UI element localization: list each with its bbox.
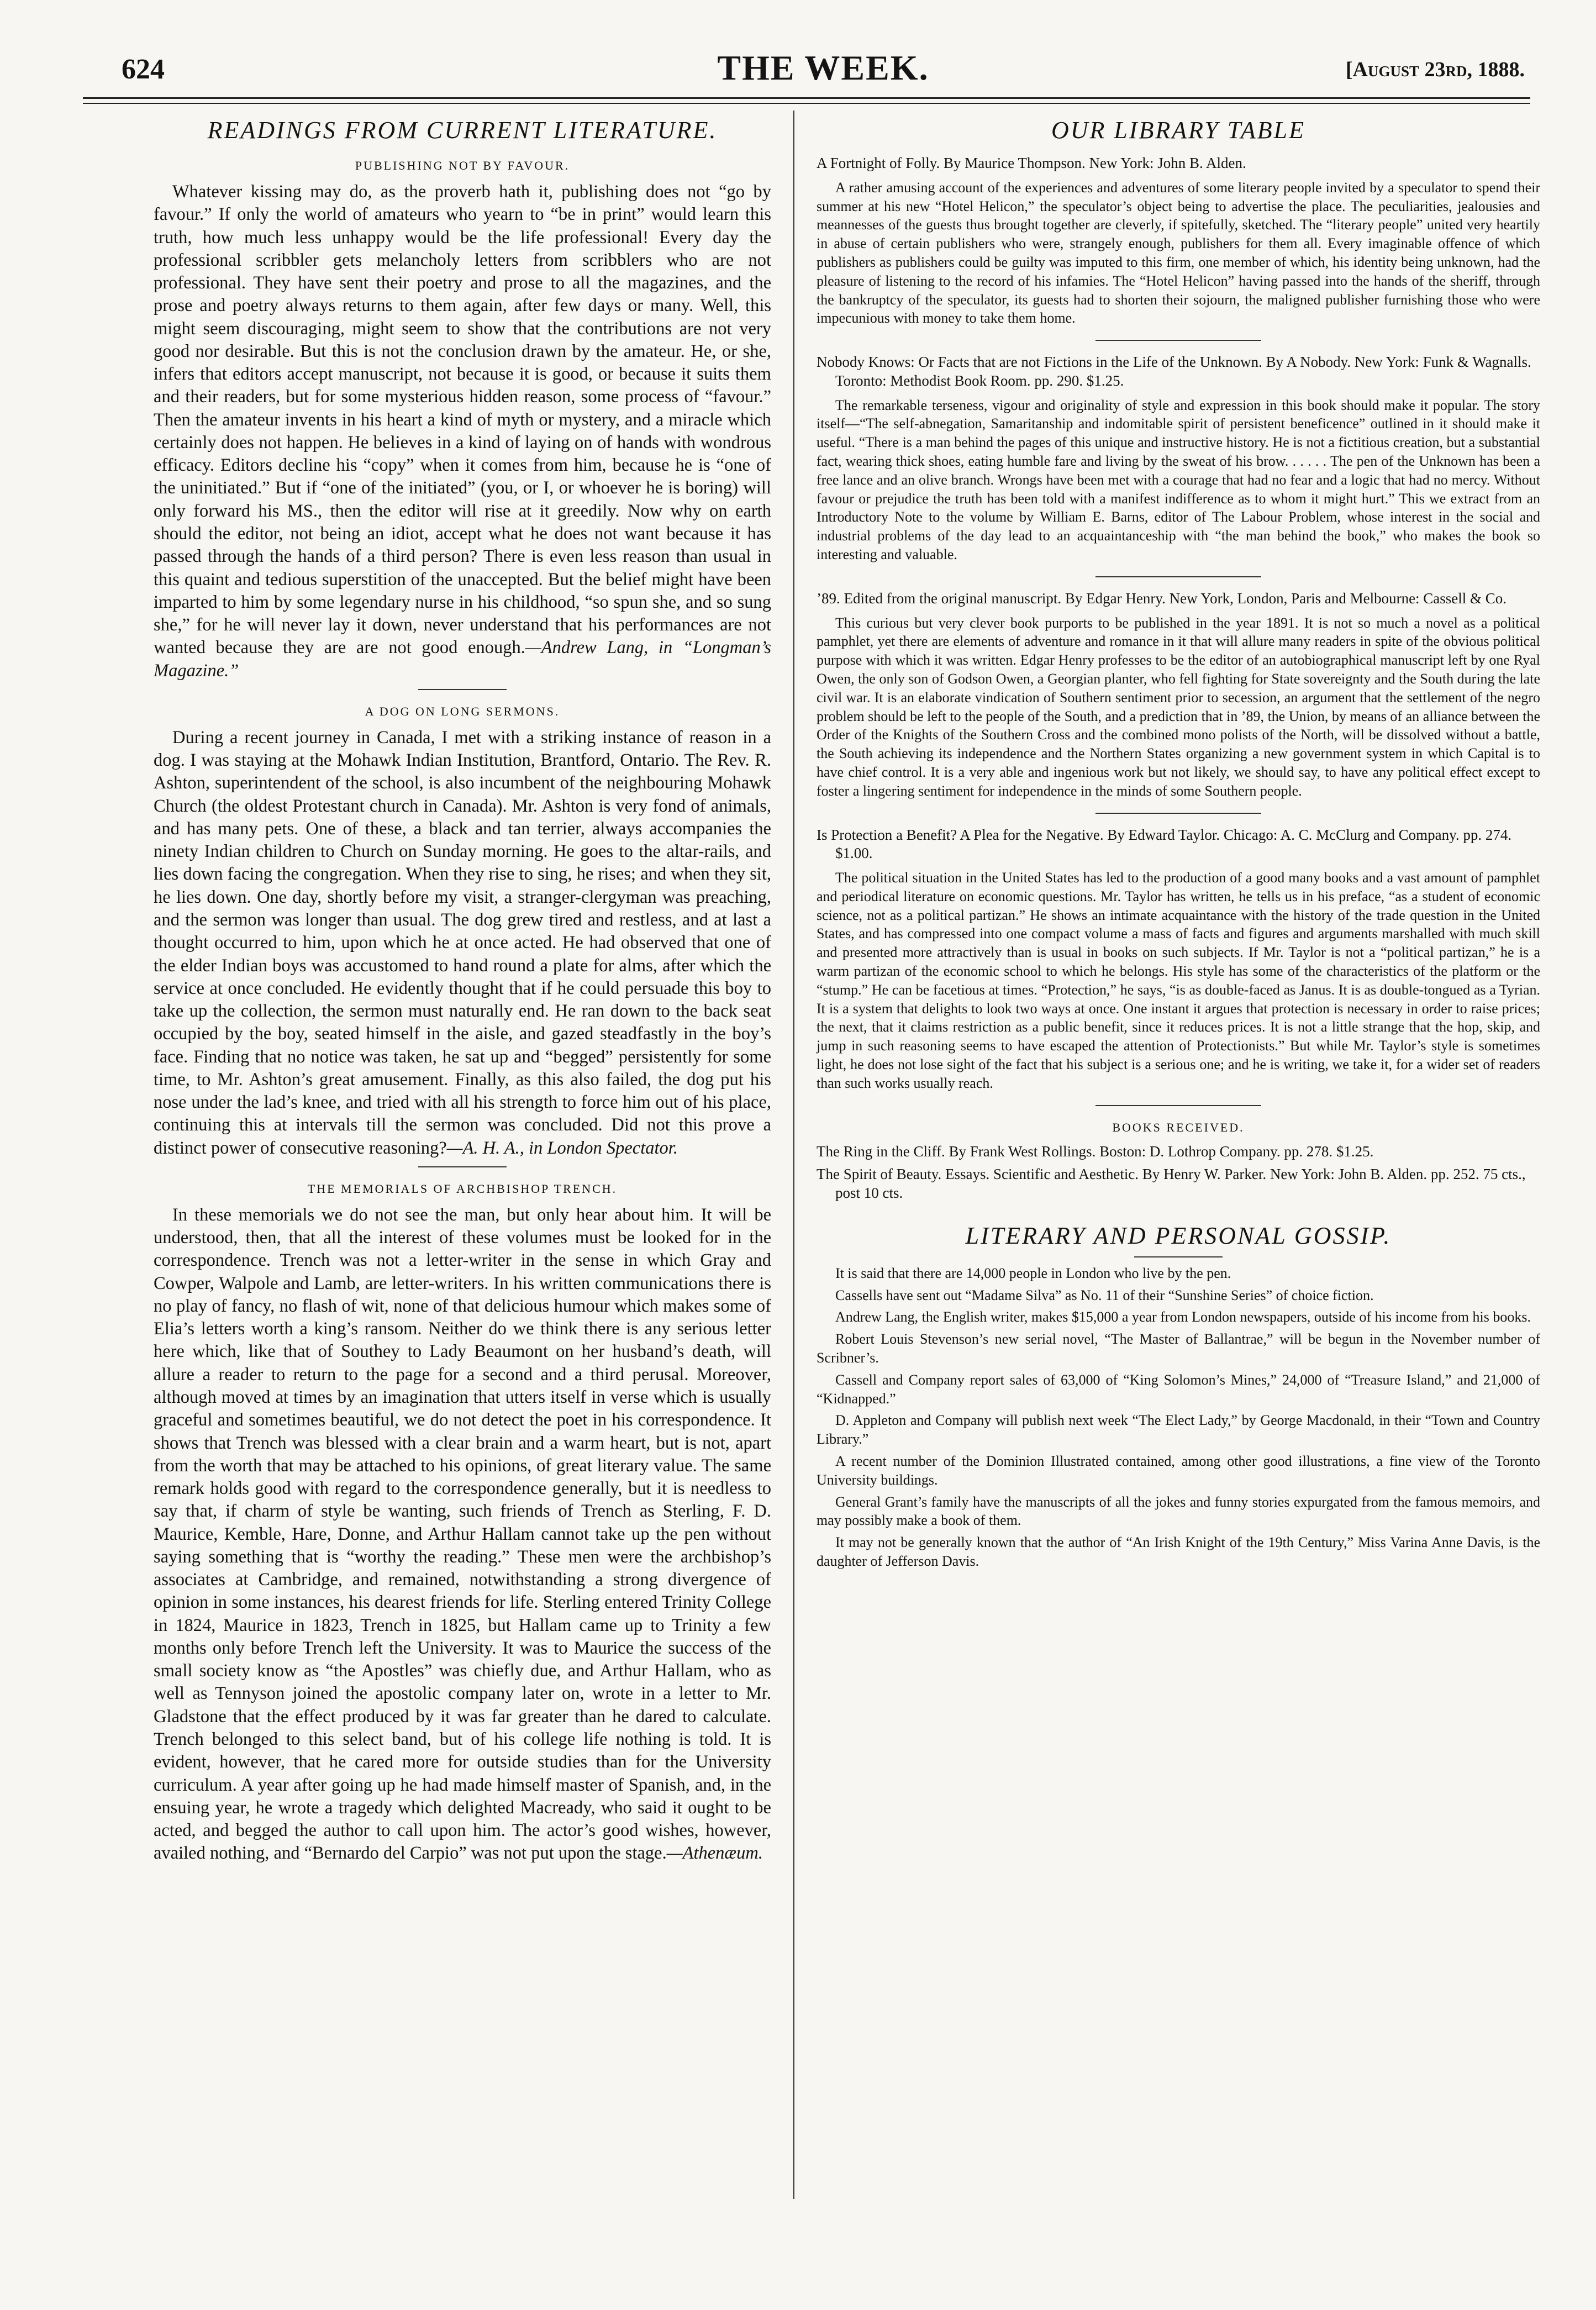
section-title-readings: READINGS FROM CURRENT LITERATURE. [207,117,718,144]
article-source: —Andrew Lang, in “Longman’s Magazine.” [154,638,771,681]
gossip-item: Andrew Lang, the English writer, makes $15,000 a year from London newspapers, outside of his income from his books. [835,1309,1531,1325]
divider [1095,340,1261,341]
article-subtitle: PUBLISHING NOT BY FAVOUR. [355,159,570,172]
gossip-item: Cassell and Company report sales of 63,000 of “King Solomon’s Mines,” 24,000 of “Treasure Island,” and 21,000 of “Kidnapped.” [817,1371,1540,1407]
gossip-list [817,1264,1540,1571]
article-text: Whatever kissing may do, as the proverb hath it, publishing does not “go by favour.” If only the world of amateurs who yearn to “be in print” would learn this truth, how much less unhappy would be the life professional! Every day the professional scribbler gets melancholy letters from scribblers who are not professional. They have sent their poetry and prose to all the magazines, and the prose and poetry always returns to them again, after few days or many. Well, this might seem discouraging, might seem to show that the contributions are not very good nor desirable. But this is not the conclusion drawn by the amateur. He, or she, infers that editors accept manuscript, not because it is good, or because it suits them and their readers, but for some mysterious hidden reason, some process of “favour.” Then the amateur invents in his heart a kind of myth or mystery, and a miracle which certainly does not happen. He believes in a kind of laying on of hands with wondrous efficacy. Editors decline his “copy” when it comes from him, because he is “one of the uninitiated.” But if “one of the initiated” (you, or I, or whoever he is boring) will only forward his MS., then the editor will rise at it greedily. Now why on earth should the editor, not being an idiot, accept what he does not want because it has passed through the hands of a third person? There is even less reason than usual in this quaint and tedious superstition of the unaccepted. But the belief might have been imparted to him by some legendary nurse in his childhood, “so spun she, and so sung she,” for he will never lay it down, never understand that his performances are not wanted because they are are not good enough. [154,182,771,658]
right-column [817,116,1540,1574]
header-rule-double [83,103,1530,104]
divider [418,1166,507,1167]
divider [1095,1105,1261,1106]
gossip-item: General Grant’s family have the manuscripts of all the jokes and funny stories expurgated from the famous memoirs, and may possibly make a book of them. [817,1493,1540,1529]
gossip-item: It may not be generally known that the author of “An Irish Knight of the 19th Century,” Miss Varina Anne Davis, is the daughter of Jefferson Davis. [817,1534,1540,1569]
review-heading: A Fortnight of Folly. By Maurice Thompson. New York: John B. Alden. [817,155,1246,171]
review-text: The remarkable terseness, vigour and originality of style and expression in this book should make it popular. The story itself—“The self-abnegation, Samaritanship and indomitable spirit of persistent beneficence” outlined in it should make it useful. “There is a man behind the pages of this unique and instructive history. He is not a fictitious creation, but a substantial fact, wearing thick shoes, eating humble fare and living by the sweat of his brow. . . . . . The pen of the Unknown has been a free lance and an olive branch. Wrongs have been met with a courage that had no fear and a logic that had no mercy. Without favour or prejudice the truth has been told with a manifest indifference as to whom it might hurt.” This we extract from an Introductory Note to the volume by William E. Barns, editor of The Labour Problem, whose interest in the social and industrial problems of the day lead to an acquaintanceship with “the man behind the book,” who makes the book so interesting and valuable. [817,397,1540,562]
books-received [817,1120,1540,1203]
gossip-item: Robert Louis Stevenson’s new serial novel, “The Master of Ballantrae,” will be begun in the November number of Scribner’s. [817,1331,1540,1366]
divider [418,689,507,690]
column-divider [793,110,794,2199]
review-heading: Nobody Knows: Or Facts that are not Fictions in the Life of the Unknown. By A Nobody. New York: Funk & Wagnalls. Toronto: Methodist Book Room. pp. 290. $1.25. [817,354,1531,389]
article-subtitle: THE MEMORIALS OF ARCHBISHOP TRENCH. [307,1181,618,1196]
divider [1095,576,1261,577]
review-heading: ’89. Edited from the original manuscript. By Edgar Henry. New York, London, Paris and Melbourne: Cassell & Co. [817,590,1507,607]
issue-date: [August 23rd, 1888. [1345,58,1525,81]
gossip-item: A recent number of the Dominion Illustrated contained, among other good illustrations, a fine view of the Toronto University buildings. [817,1453,1540,1488]
masthead: THE WEEK. [717,48,929,87]
article-paragraph [154,181,771,682]
book-entry: The Ring in the Cliff. By Frank West Rollings. Boston: D. Lothrop Company. pp. 278. $1.25. [817,1143,1374,1160]
section-title-gossip: LITERARY AND PERSONAL GOSSIP. [965,1222,1392,1249]
section-title-library: OUR LIBRARY TABLE [1051,117,1306,144]
article-text: During a recent journey in Canada, I met with a striking instance of reason in a dog. I was staying at the Mohawk Indian Institution, Brantford, Ontario. The Rev. R. Ashton, superintendent of the school, is also incumbent of the neighbouring Mohawk Church (the oldest Protestant church in Canada). Mr. Ashton is very fond of animals, and has many pets. One of these, a black and tan terrier, always accompanies the ninety Indian children to Church on Sunday morning. He goes to the altar-rails, and lies down facing the congregation. When they rise to sing, he rises; and when they sit, he lies down. One day, shortly before my visit, a stranger-clergyman was preaching, and the sermon was longer than usual. The dog grew tired and restless, and at last a thought occurred to him, upon which he at once acted. He had observed that one of the elder Indian boys was accustomed to hand round a plate for alms, after which the service at once concluded. He evidently thought that if he could persuade this boy to take up the collection, the sermon must naturally end. He ran down to the back seat occupied by the boy, seated himself in the aisle, and gazed steadfastly in the boy’s face. Finding that no notice was taken, he sat up and “begged” persistently for some time, to Mr. Ashton’s great amusement. Finally, as this also failed, the dog put his nose under the lad’s knee, and tried with all his strength to force him out of his place, continuing this at intervals till the sermon was concluded. Did not this prove a distinct power of consecutive reasoning? [154,727,771,1158]
review-text: The political situation in the United States has led to the production of a good many books and a vast amount of pamphlet and periodical literature on economic questions. Mr. Taylor has written, he tells us in his preface, “as a student of economic science, not as a political partizan.” He shows an intimate acquaintance with the history of the trade question in the United States, and has compressed into one compact volume a mass of facts and figures and arguments marshalled with much skill and presented more attractively than is usual in books on such subjects. If Mr. Taylor is not a “political partizan,” he is a warm partizan of the economic school to which he belongs. His style has some of the characteristics of the platform or the “stump.” He can be facetious at times. “Protection,” he says, “is as double-faced as Janus. It is as double-tongued as a Tyrian. It is a system that delights to look two ways at once. One instant it argues that protection is necessary in order to raise prices; the next, that it claims restriction as a public benefit, since it reduces prices. It is not a little strange that the hop, skip, and jump in such reasoning seems to have escaped the attention of Protectionists.” But while Mr. Taylor’s style is sometimes light, he does not lose sight of the fact that his subject is a serious one; and he is writing, we take it, for a wider set of readers than such works usually reach. [817,870,1540,1091]
article-source: —A. H. A., in London Spectator. [446,1138,678,1158]
article-text: In these memorials we do not see the man, but only hear about him. It will be understood, then, that all the interest of these volumes must be looked for in the correspondence. Trench was not a letter-writer in the sense in which Gray and Cowper, Walpole and Lamb, are letter-writers. In his written communications there is no play of fancy, no flash of wit, none of that delicious humour which makes some of Elia’s letters worth a king’s ransom. Neither do we think there is any serious letter here which, like that of Southey to Lady Beaumont on her husband’s death, will allure a reader to return to the page for a second and a third perusal. Moreover, although moved at times by an imagination that utters itself in verse which is usually graceful and sometimes beautiful, we do not detect the poet in his correspondence. It shows that Trench was blessed with a clear brain and a warm heart, but is not, apart from the worth that may be attached to his opinions, of great literary value. The same remark holds good with regard to the correspondence generally, but it is needless to say that, if charm of style be wanting, such friends of Trench as Sterling, F. D. Maurice, Kemble, Hare, Donne, and Arthur Hallam cannot take up the pen without saying something that is “worthy the reading.” These men were the archbishop’s associates at Cambridge, and remained, notwithstanding a strong divergence of opinion in some instances, his dearest friends for life. Sterling entered Trinity College in 1824, Maurice in 1823, Trench in 1825, but Hallam came up to Trinity a few months only before Trench left the University. It was to Maurice the success of the small society know as “the Apostles” was chiefly due, and Arthur Hallam, who as well as Tennyson joined the apostolic company later on, wrote in a letter to Mr. Gladstone that the effect produced by it was far greater than he dared to calculate. Trench belonged to this select band, but of his college life nothing is told. It is evident, however, that he cared more for outside studies than for the University curriculum. A year after going up he had made himself master of Spanish, and, in the ensuing year, he wrote a tragedy which delighted Macready, who said it ought to be acted, and begged the author to call upon him. The actor’s good wishes, however, availed nothing, and “Bernardo del Carpio” was not put upon the stage. [154,1204,771,1864]
left-column [154,116,771,1865]
article-paragraph [154,727,771,1160]
gossip-item: Cassells have sent out “Madame Silva” as No. 11 of their “Sunshine Series” of choice fiction. [835,1287,1374,1303]
divider [1095,813,1261,814]
review-text: A rather amusing account of the experiences and adventures of some literary people invited by a speculator to spend their summer at his new “Hotel Helicon,” the speculator’s object being to advertise the place. The peculiarities, jealousies and meannesses of the guests thus brought together are cleverly, if spitefully, sketched. The “literary people” united very heartily in abuse of certain publishers who were, strangely enough, publishers for them all. Every imaginable offence of which publishers as publishers could be guilty was imputed to this firm, one member of which, his identity being unknown, had the pleasure of listening to the record of his infamies. The “Hotel Helicon” having passed into the hands of the sheriff, through the bankruptcy of the speculator, its guests had to shorten their sojourn, the maligned publisher furnishing those who were impecunious with money to take them home. [817,179,1540,327]
article-subtitle: A DOG ON LONG SERMONS. [365,704,560,718]
article-source: —Athenæum. [666,1843,763,1864]
gossip-item: D. Appleton and Company will publish next week “The Elect Lady,” by George Macdonald, in their “Town and Country Library.” [817,1412,1540,1448]
gossip-item: It is said that there are 14,000 people in London who live by the pen. [835,1265,1231,1281]
book-entry: The Spirit of Beauty. Essays. Scientific and Aesthetic. By Henry W. Parker. New York: John B. Alden. pp. 252. 75 cts., post 10 cts. [817,1166,1526,1202]
books-received-title: BOOKS RECEIVED. [1112,1120,1245,1134]
article-paragraph [154,1204,771,1865]
review-heading: Is Protection a Benefit? A Plea for the Negative. By Edward Taylor. Chicago: A. C. McClurg and Company. pp. 274. $1.00. [817,826,1512,862]
header-rule [83,97,1530,99]
review-text: This curious but very clever book purports to be published in the year 1891. It is not so much a novel as a political pamphlet, yet there are elements of adventure and romance in it that will allure many readers in spite of the obvious political purpose with which it was written. Edgar Henry professes to be the editor of an autobiographical manuscript left by one Ryal Owen, the only son of Godson Owen, a Georgian planter, who fell fighting for State sovereignty and the South during the late civil war. It is an elaborate vindication of Southern sentiment prior to secession, an argument that the settlement of the negro problem should be left to the people of the South, and a prediction that in ’89, the Union, by means of an alliance between the Order of the Knights of the Southern Cross and the combined mono polists of the North, will be dissolved without a battle, the South achieving its independence and the Northern States organizing a new government system in which Capital is to have chief control. It is a very able and ingenious work but not likely, we should say, to have any political effect except to foster a lingering sentiment for independence in the minds of some Southern people. [817,614,1540,799]
page-number: 624 [122,54,165,85]
divider [1134,1256,1223,1257]
